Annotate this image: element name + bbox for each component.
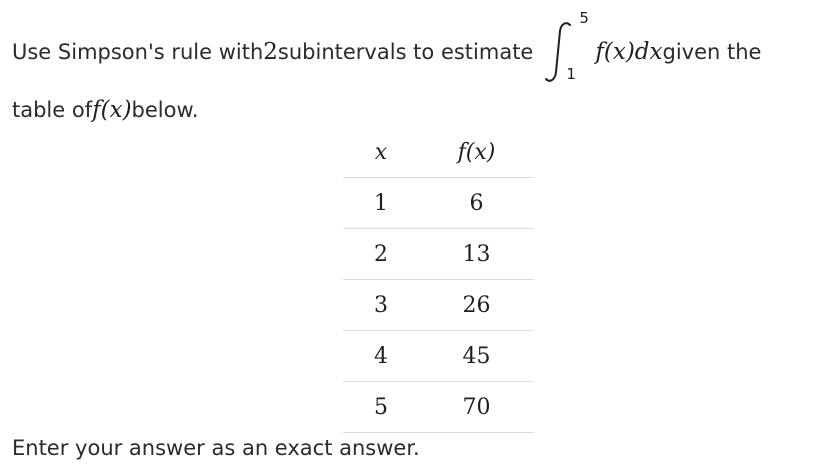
answer-instruction: Enter your answer as an exact answer. (12, 436, 420, 460)
x-value: 3 (343, 280, 419, 331)
table-header-row (343, 127, 534, 178)
fx-value: 45 (419, 331, 534, 382)
question-line-1 (12, 9, 762, 83)
fx-value: 13 (419, 229, 534, 280)
x-value: 4 (343, 331, 419, 382)
table-row (343, 382, 534, 433)
table-row (343, 178, 534, 229)
question-second-line-prefix: table of (12, 98, 93, 122)
table-row (343, 229, 534, 280)
x-value: 5 (343, 382, 419, 433)
subinterval-count: 2 (263, 39, 278, 65)
integral-upper-limit: 5 (579, 9, 589, 27)
definite-integral (539, 9, 591, 87)
function-label: f(x) (92, 97, 132, 123)
values-table (343, 127, 534, 433)
x-value: 2 (343, 229, 419, 280)
table-row (343, 331, 534, 382)
fx-value: 70 (419, 382, 534, 433)
column-header-x: x (374, 139, 388, 165)
fx-value: 6 (419, 178, 534, 229)
question-mid-text: subintervals to estimate (277, 40, 534, 64)
integrand: f(x)dx (595, 39, 663, 65)
question-after-integral-text: given the (662, 40, 762, 64)
question-line-2 (12, 88, 198, 132)
integral-lower-limit: 1 (566, 65, 576, 83)
question-intro-text: Use Simpson's rule with (12, 40, 264, 64)
column-header-fx: f(x) (457, 139, 496, 165)
fx-value: 26 (419, 280, 534, 331)
table-row (343, 280, 534, 331)
x-value: 1 (343, 178, 419, 229)
question-second-line-suffix: below. (131, 98, 199, 122)
